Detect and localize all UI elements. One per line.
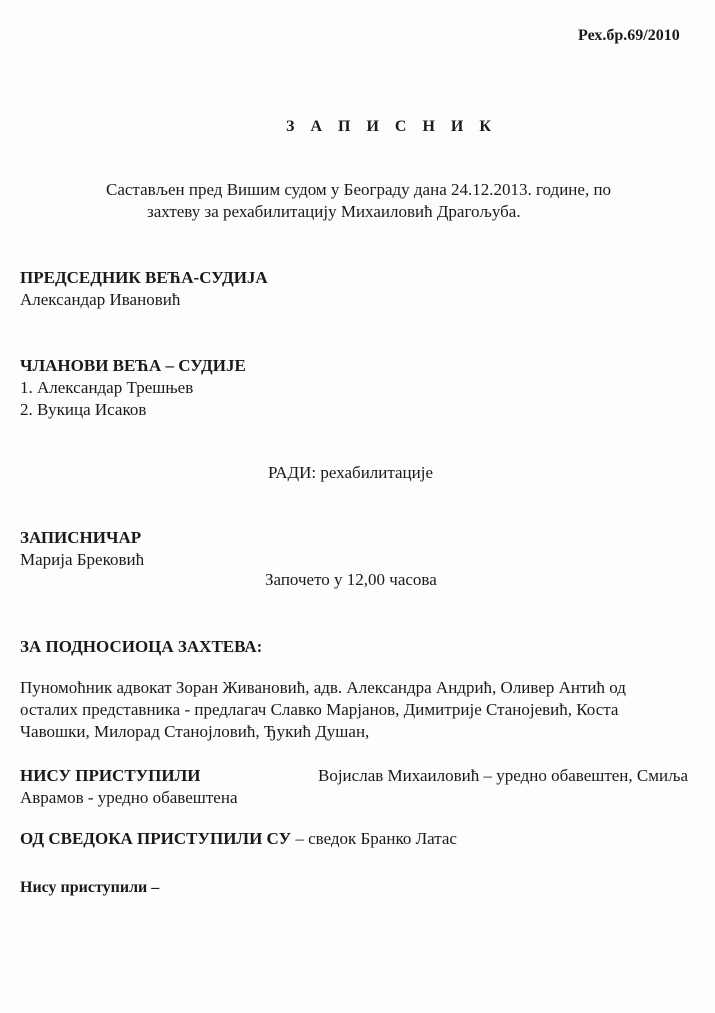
clerk-heading: ЗАПИСНИЧАР (20, 528, 142, 547)
case-number: Рех.бр.69/2010 (578, 27, 680, 44)
witnesses-heading: ОД СВЕДОКА ПРИСТУПИЛИ СУ (20, 829, 292, 848)
absent-text: Војислав Михаиловић – уредно обавештен, Смиља (318, 766, 688, 785)
president-name: Александар Ивановић (20, 290, 181, 309)
representatives-line-2: осталих представника - предлагач Славко Марјанов, Димитрије Станојевић, Коста (20, 700, 619, 719)
document-title: З А П И С Н И К (286, 118, 497, 135)
clerk-name: Марија Брековић (20, 550, 145, 569)
witnesses-line (20, 829, 457, 849)
purpose-line: РАДИ: рехабилитације (268, 463, 434, 482)
absent-witnesses: Нису приступили – (20, 879, 160, 896)
representatives-line-3: Чавошки, Милорад Станојловић, Ђукић Душан, (20, 722, 370, 741)
witnesses-text: – сведок Бранко Латас (291, 829, 457, 848)
absent-heading: НИСУ ПРИСТУПИЛИ (20, 766, 201, 785)
started-time: Започето у 12,00 часова (265, 570, 437, 589)
intro-line-2: захтеву за рехабилитацију Михаиловић Драгољуба. (147, 202, 521, 221)
applicant-heading: ЗА ПОДНОСИОЦА ЗАХТЕВА: (20, 637, 263, 656)
president-heading: ПРЕДСЕДНИК ВЕЋА-СУДИЈА (20, 268, 268, 287)
members-heading: ЧЛАНОВИ ВЕЋА – СУДИЈЕ (20, 356, 246, 375)
member-1: 1. Александар Трешњев (20, 378, 194, 397)
representatives-line-1: Пуномоћник адвокат Зоран Живановић, адв. Александра Андрић, Оливер Антић од (20, 678, 626, 697)
absent-line-2: Аврамов - уредно обавештена (20, 788, 238, 807)
absent-line-1 (20, 766, 688, 786)
member-2: 2. Вукица Исаков (20, 400, 147, 419)
intro-line-1: Састављен пред Вишим судом у Београду дана 24.12.2013. године, по (106, 180, 612, 199)
